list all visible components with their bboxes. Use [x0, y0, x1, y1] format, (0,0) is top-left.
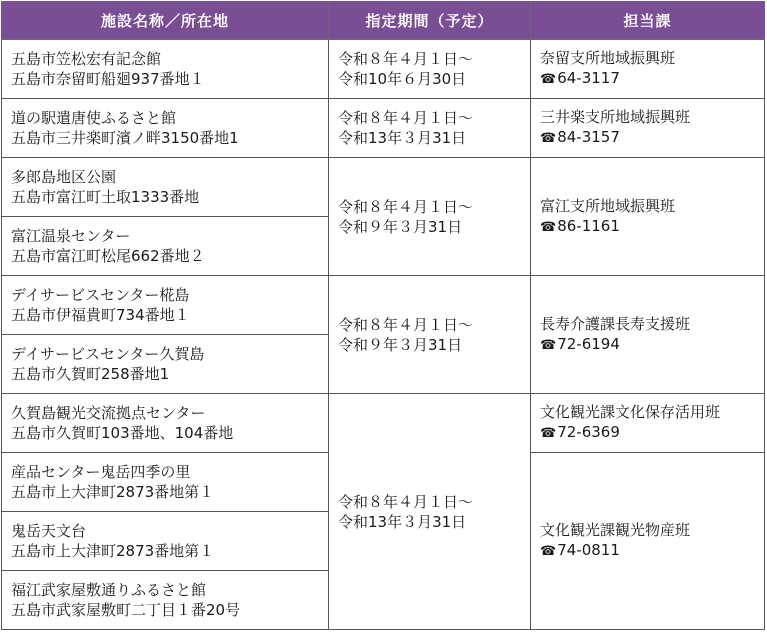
period-cell [329, 99, 531, 158]
dept-cell [531, 40, 765, 99]
dept-name: 文化観光課観光物産班 [540, 521, 691, 539]
dept-cell [531, 276, 765, 394]
facility-name: 久賀島観光交流拠点センター [11, 404, 206, 422]
period-cell [329, 40, 531, 99]
header-facility: 施設名称／所在地 [2, 2, 329, 40]
dept-name: 三井楽支所地域振興班 [540, 108, 691, 126]
phone-number: 86-1161 [557, 216, 620, 235]
phone-icon: ☎ [540, 426, 557, 441]
phone-icon: ☎ [540, 544, 557, 559]
facility-name: 鬼岳天文台 [11, 522, 87, 540]
dept-name: 文化観光課文化保存活用班 [540, 403, 721, 421]
table-row [2, 158, 765, 217]
dept-name: 富江支所地域振興班 [540, 196, 676, 215]
facility-cell [2, 512, 329, 571]
facility-name: 道の駅遣唐使ふるさと館 [11, 109, 177, 127]
phone-number: 72-6369 [557, 423, 620, 441]
period-start: 令和８年４月１日～ [338, 492, 474, 511]
facility-table [1, 1, 765, 630]
period-start: 令和８年４月１日～ [338, 197, 474, 216]
facility-address: 五島市伊福貴町734番地１ [11, 306, 190, 324]
facility-cell [2, 40, 329, 99]
phone-number: 72-6194 [557, 334, 620, 353]
facility-address: 五島市上大津町2873番地第１ [11, 483, 215, 501]
facility-address: 五島市上大津町2873番地第１ [11, 542, 215, 560]
dept-phone [540, 68, 764, 90]
facility-name: 富江温泉センター [11, 227, 131, 245]
table-row [2, 99, 765, 158]
facility-address: 五島市富江町松尾662番地２ [11, 247, 205, 265]
dept-cell [531, 99, 765, 158]
facility-address: 五島市三井楽町濱ノ畔3150番地1 [11, 129, 239, 147]
phone-icon: ☎ [540, 72, 557, 87]
phone-number: 64-3117 [557, 69, 620, 87]
facility-cell [2, 99, 329, 158]
facility-cell [2, 335, 329, 394]
facility-address: 五島市富江町土取1333番地 [11, 188, 200, 206]
facility-address: 五島市久賀町258番地1 [11, 365, 170, 383]
facility-name: デイサービスセンター久賀島 [11, 345, 205, 363]
header-period: 指定期間（予定） [329, 2, 531, 40]
phone-number: 74-0811 [557, 541, 620, 559]
dept-phone [540, 334, 764, 356]
dept-phone [540, 540, 764, 562]
facility-cell [2, 158, 329, 217]
phone-icon: ☎ [540, 131, 557, 146]
dept-phone [540, 422, 764, 444]
dept-name: 長寿介護課長寿支援班 [540, 314, 691, 333]
facility-name: 産品センター鬼岳四季の里 [11, 463, 191, 481]
period-end: 令和13年３月31日 [338, 512, 467, 531]
period-end: 令和10年６月30日 [338, 70, 467, 88]
facility-address: 五島市久賀町103番地、104番地 [11, 424, 234, 442]
facility-cell [2, 453, 329, 512]
period-start: 令和８年４月１日～ [338, 50, 474, 68]
period-end: 令和９年３月31日 [338, 335, 463, 354]
facility-name: 多郎島地区公園 [11, 168, 117, 186]
facility-cell [2, 276, 329, 335]
table-row [2, 394, 765, 453]
dept-cell [531, 453, 765, 630]
dept-phone [540, 127, 764, 149]
dept-name: 奈留支所地域振興班 [540, 49, 676, 67]
header-dept: 担当課 [531, 2, 765, 40]
header-row [2, 2, 765, 40]
period-cell [329, 158, 531, 276]
facility-address: 五島市奈留町船廻937番地１ [11, 70, 205, 88]
period-cell [329, 276, 531, 394]
facility-name: 五島市笠松宏有記念館 [11, 50, 162, 68]
period-end: 令和９年３月31日 [338, 217, 463, 236]
phone-icon: ☎ [540, 337, 557, 353]
dept-cell [531, 158, 765, 276]
facility-name: デイサービスセンター椛島 [11, 286, 190, 304]
period-end: 令和13年３月31日 [338, 129, 467, 147]
facility-cell [2, 217, 329, 276]
period-start: 令和８年４月１日～ [338, 109, 474, 127]
dept-phone [540, 216, 764, 238]
facility-cell [2, 571, 329, 630]
dept-cell [531, 394, 765, 453]
facility-address: 五島市武家屋敷町二丁目１番20号 [11, 601, 241, 619]
facility-name: 福江武家屋敷通りふるさと館 [11, 581, 207, 599]
table-row [2, 276, 765, 335]
phone-icon: ☎ [540, 219, 557, 235]
table-row [2, 40, 765, 99]
period-cell [329, 394, 531, 630]
facility-cell [2, 394, 329, 453]
phone-number: 84-3157 [557, 128, 620, 146]
period-start: 令和８年４月１日～ [338, 315, 474, 334]
